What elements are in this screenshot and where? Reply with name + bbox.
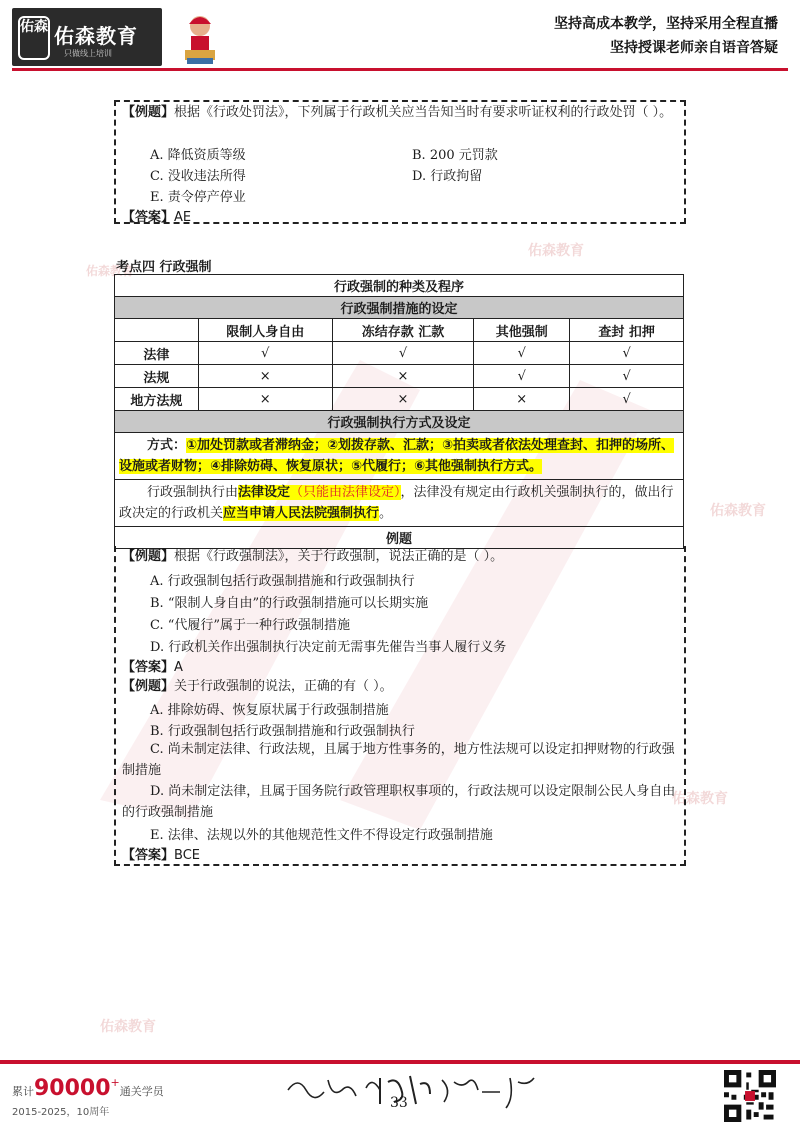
option-c: C. “代履行”属于一种行政强制措施 xyxy=(150,618,351,633)
option-b: B. 200 元罚款 xyxy=(412,148,498,163)
header-divider xyxy=(12,68,788,71)
example-box-1 xyxy=(114,100,686,224)
option-a: A. 降低资质等级 xyxy=(150,148,246,163)
mascot-icon xyxy=(180,12,220,66)
watermark: 佑森教育 xyxy=(528,243,584,259)
column-header: 查封 扣押 xyxy=(570,319,684,342)
count-value: 90000 xyxy=(34,1076,111,1101)
option-b: B. “限制人身自由”的行政强制措施可以长期实施 xyxy=(150,596,429,611)
page-number: 33 xyxy=(390,1095,408,1111)
question-tag: 【例题】 xyxy=(122,679,175,694)
table-cell: √ xyxy=(198,342,332,365)
column-header: 限制人身自由 xyxy=(198,319,332,342)
exec-text-2: ，法律没有规定由行政机关强制执行的，做出行政决定的行政机关 xyxy=(119,485,674,521)
table-cell: √ xyxy=(474,365,570,388)
table-title: 行政强制的种类及程序 xyxy=(115,275,684,297)
example-2-question xyxy=(122,546,503,567)
brand-logo xyxy=(12,8,162,66)
exec-highlight-court: 应当申请人民法院强制执行 xyxy=(223,506,380,521)
execution-methods xyxy=(115,433,684,480)
option-a: A. 行政强制包括行政强制措施和行政强制执行 xyxy=(150,574,415,589)
answer-tag: 【答案】 xyxy=(122,660,175,675)
table-cell: × xyxy=(332,388,474,411)
qr-code-icon xyxy=(724,1070,776,1122)
option-d: D. 行政拘留 xyxy=(412,169,483,184)
table-cell: × xyxy=(198,388,332,411)
question-tag: 【例题】 xyxy=(122,549,175,564)
option-e: E. 责令停产停业 xyxy=(150,190,246,205)
example-3-question xyxy=(122,676,393,697)
table-cell: √ xyxy=(332,342,474,365)
seal-icon: 佑森 xyxy=(18,16,50,60)
anniversary-years: 2015-2025，10周年 xyxy=(12,1107,110,1118)
question-text: 根据《行政处罚法》，下列属于行政机关应当告知当时有要求听证权利的行政处罚（ ）。 xyxy=(174,105,673,120)
option-b: B. 行政强制包括行政强制措施和行政强制执行 xyxy=(150,724,415,739)
column-header: 其他强制 xyxy=(474,319,570,342)
example-1-question xyxy=(122,102,678,123)
table-subtitle-measures: 行政强制措施的设定 xyxy=(115,297,684,319)
exec-highlight-law: 法律设定 xyxy=(238,485,291,500)
table-cell: √ xyxy=(570,342,684,365)
count-plus: + xyxy=(110,1076,120,1089)
table-corner xyxy=(115,319,199,342)
table-cell: × xyxy=(198,365,332,388)
execution-setting xyxy=(115,480,684,527)
methods-text: ①加处罚款或者滞纳金；②划拨存款、汇款；③拍卖或者依法处理查封、扣押的场所、设施或者财物；④排除妨碍、恢复原状；⑤代履行；⑥其他强制执行方式。 xyxy=(119,438,675,474)
option-e: E. 法律、法规以外的其他规范性文件不得设定行政强制措施 xyxy=(150,828,493,843)
example-1-answer xyxy=(122,206,191,225)
brand-name: 佑森教育 xyxy=(54,24,138,48)
methods-prefix: 方式： xyxy=(147,438,187,453)
table-cell: × xyxy=(332,365,474,388)
question-tag: 【例题】 xyxy=(122,105,175,120)
column-header: 冻结存款 汇款 xyxy=(332,319,474,342)
table-cell: √ xyxy=(474,342,570,365)
answer-tag: 【答案】 xyxy=(122,848,175,863)
watermark: 佑森教育 xyxy=(710,503,766,519)
student-count xyxy=(12,1076,164,1118)
calligraphy-signature-icon xyxy=(282,1068,542,1112)
slogan-line-1: 坚持高成本教学，坚持采用全程直播 xyxy=(554,16,778,32)
footer-divider xyxy=(0,1060,800,1064)
table-cell: × xyxy=(474,388,570,411)
row-header: 地方法规 xyxy=(115,388,199,411)
question-text: 关于行政强制的说法，正确的有（ ）。 xyxy=(174,679,393,694)
option-d: D. 行政机关作出强制执行决定前无需事先催告当事人履行义务 xyxy=(150,640,507,655)
question-text: 根据《行政强制法》，关于行政强制，说法正确的是（ ）。 xyxy=(174,549,504,564)
exec-text-3: 。 xyxy=(379,506,393,521)
watermark: 佑森教育 xyxy=(100,1019,156,1035)
answer-value: A xyxy=(174,660,183,675)
option-c: C. 没收违法所得 xyxy=(150,169,246,184)
watermark: 佑森教育 xyxy=(86,264,135,278)
answer-tag: 【答案】 xyxy=(122,210,175,225)
count-suffix: 通关学员 xyxy=(119,1085,164,1098)
option-a: A. 排除妨碍、恢复原状属于行政强制措施 xyxy=(150,703,389,718)
table-subtitle-execution: 行政强制执行方式及设定 xyxy=(115,411,684,433)
row-header: 法律 xyxy=(115,342,199,365)
table-cell: √ xyxy=(570,365,684,388)
slogan-line-2: 坚持授课老师亲自语音答疑 xyxy=(610,40,778,56)
option-c: C. 尚未制定法律、行政法规，且属于地方性事务的，地方性法规可以设定扣押财物的行政强制措施 xyxy=(122,742,675,778)
example-2-answer xyxy=(122,656,183,675)
header-slogan xyxy=(554,12,778,60)
brand-tagline: 只做线上培训 xyxy=(64,49,112,58)
exec-highlight-note: （只能由法律设定） xyxy=(290,485,401,500)
example-3-answer xyxy=(122,844,200,863)
option-d: D. 尚未制定法律，且属于国务院行政管理职权事项的，行政法规可以设定限制公民人身自由的行政强制措施 xyxy=(122,784,676,820)
watermark: 佑森教育 xyxy=(672,791,728,807)
coercion-table xyxy=(114,274,684,549)
count-prefix: 累计 xyxy=(12,1085,34,1098)
answer-value: BCE xyxy=(174,848,200,863)
example-box-2 xyxy=(114,546,686,866)
example-header: 例题 xyxy=(115,527,684,549)
row-header: 法规 xyxy=(115,365,199,388)
exec-text-1: 行政强制执行由 xyxy=(147,485,239,500)
table-cell: √ xyxy=(570,388,684,411)
answer-value: AE xyxy=(174,210,192,225)
section-title: 考点四 行政强制 xyxy=(116,260,212,275)
